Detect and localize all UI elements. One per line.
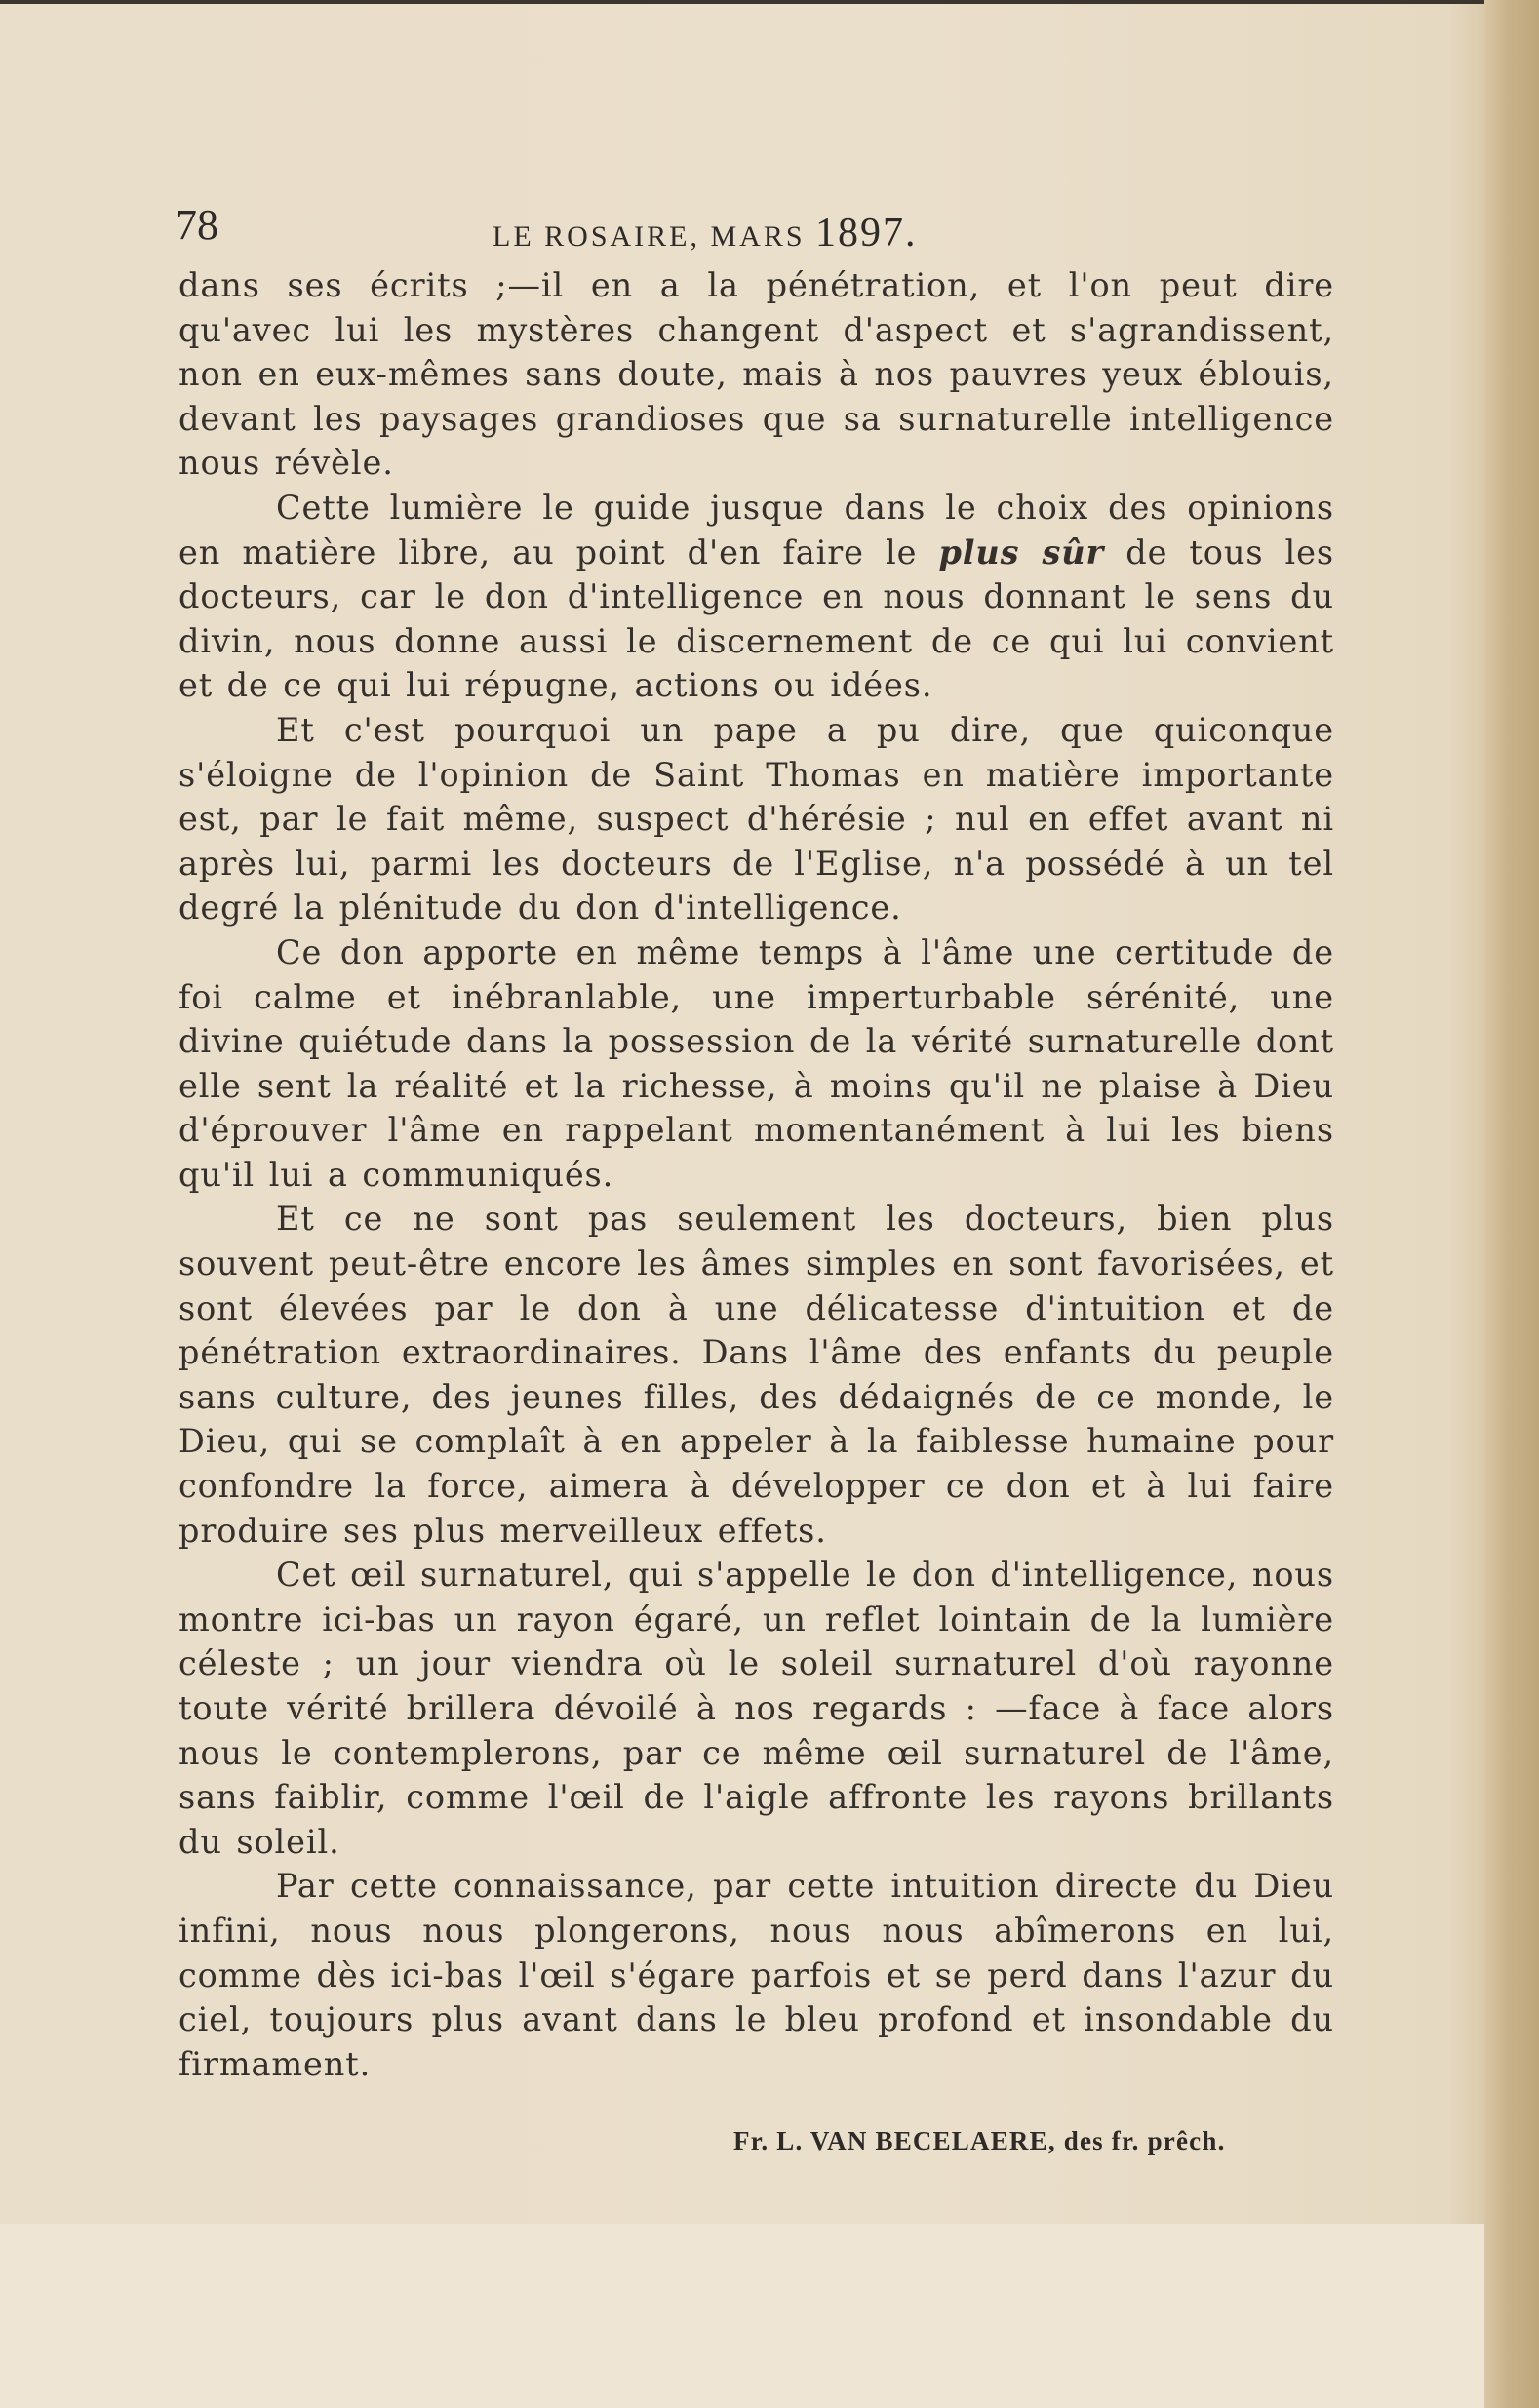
paragraph-7: Par cette connaissance, par cette intuition directe du Dieu infini, nous nous plongerons, nous nous abîmerons en lui, comme dès ici-bas l'œil s'égare parfois et se perd dans l'azur du ciel, toujours plus avant dans le bleu profond et insondable du firmament. (178, 1867, 1334, 2083)
paragraph-4: Ce don apporte en même temps à l'âme une certitude de foi calme et inébranlable, une imperturbable sérénité, une divine quiétude dans la possession de la vérité surnaturelle dont elle sent la réalité et la richesse, à moins qu'il ne plaise à Dieu d'éprouver l'âme en rappelant momentanément à lui les biens qu'il lui a communiqués. (178, 932, 1334, 1194)
paragraph-2-end: de tous les docteurs, car le don d'intelligence en nous donnant le sens du divin, nous donne aussi le discernement de ce qui lui convient et de ce qui lui répugne, actions ou idées. (178, 533, 1334, 705)
article-body (178, 263, 1334, 2086)
page-number: 78 (176, 201, 218, 249)
author-signature: Fr. L. VAN BECELAERE, des fr. prêch. (733, 2126, 1226, 2155)
page-bottom-margin (0, 2224, 1484, 2408)
paragraph-6: Cet œil surnaturel, qui s'appelle le don d'intelligence, nous montre ici-bas un rayon égaré, un reflet lointain de la lumière céleste ; un jour viendra où le soleil surnaturel d'où rayonne toute vérité brillera dévoilé à nos regards : —face à face alors nous le contemplerons, par ce même œil surnaturel de l'âme, sans faiblir, comme l'œil de l'aigle affronte les rayons brillants du soleil. (178, 1556, 1334, 1861)
paragraph-2-start: Cette lumière le guide jusque dans le choix des opinions en matière libre, au point d'en faire le (178, 488, 1334, 572)
paragraph-2 (178, 486, 1334, 708)
paragraph-1: dans ses écrits ;—il en a la pénétration, et l'on peut dire qu'avec lui les mystères changent d'aspect et s'agrandissent, non en eux-mêmes sans doute, mais à nos pauvres yeux éblouis, devant les paysages grandioses que sa surnaturelle intelligence nous révèle. (178, 266, 1334, 483)
running-title (493, 210, 918, 257)
running-header (176, 200, 1336, 258)
running-title-year: 1897. (815, 211, 918, 256)
paragraph-5: Et ce ne sont pas seulement les docteurs, bien plus souvent peut-être encore les âmes simples en sont favorisées, et sont élevées par le don à une délicatesse d'intuition et de pénétration extraordinaires. Dans l'âme des enfants du peuple sans culture, des jeunes filles, des dédaignés de ce monde, le Dieu, qui se complaît à en appeler à la faiblesse humaine pour confondre la force, aimera à développer ce don et à lui faire produire ses plus merveilleux effets. (178, 1200, 1334, 1550)
page-binding-edge (1484, 0, 1539, 2408)
emphasis-plus-sur: plus sûr (938, 533, 1105, 572)
page-top-edge (0, 0, 1502, 4)
paragraph-3: Et c'est pourquoi un pape a pu dire, que quiconque s'éloigne de l'opinion de Saint Thomas en matière importante est, par le fait même, suspect d'hérésie ; nul en effet avant ni après lui, parmi les docteurs de l'Eglise, n'a possédé à un tel degré la plénitude du don d'intelligence. (178, 710, 1334, 928)
running-title-text: LE ROSAIRE, MARS (493, 220, 806, 253)
